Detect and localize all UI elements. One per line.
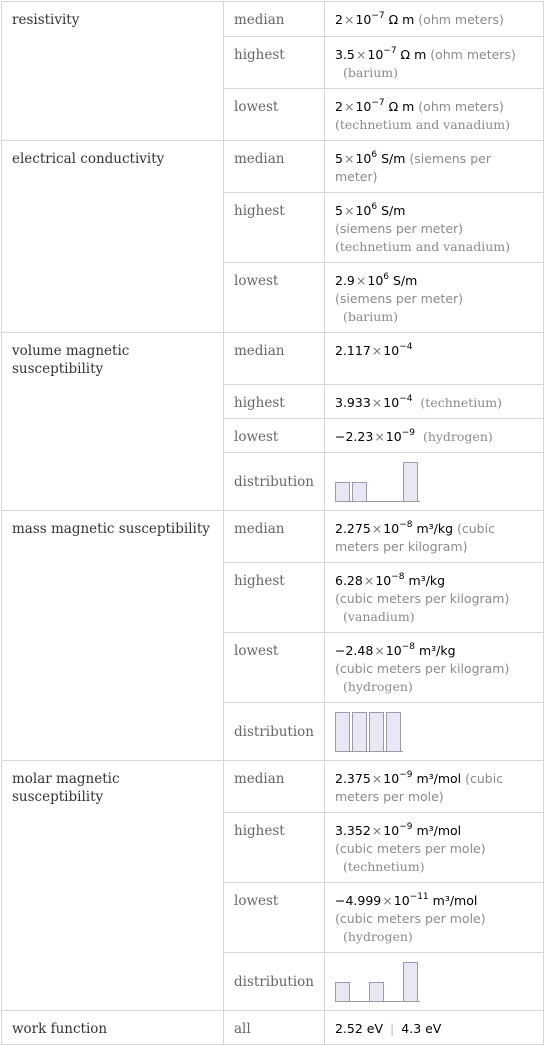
distribution-histogram	[335, 462, 533, 502]
property-molar-magnetic-susceptibility: molar magnetic susceptibility	[2, 761, 224, 1011]
value-cell: $2.9\times 10^6$ S/m (siemens per meter) (barium)	[325, 263, 544, 333]
histogram-bar	[403, 962, 418, 1002]
work-function-value-1: 2.52 eV	[335, 1021, 384, 1036]
distribution-cell	[325, 453, 544, 511]
value-cell: $2.375\times 10^{-9}$ m³/mol (cubic meters per mole)	[325, 761, 544, 813]
separator: |	[390, 1021, 395, 1036]
histogram-bar	[335, 982, 350, 1002]
value-cell: $3.933\times 10^{-4}$ (technetium)	[325, 385, 544, 419]
sub-label: lowest	[224, 89, 325, 141]
sub-label: distribution	[224, 703, 325, 761]
sub-label: median	[224, 511, 325, 563]
sub-label: highest	[224, 193, 325, 263]
value-cell: $2\times 10^{-7}$ Ω m (ohm meters)	[325, 2, 544, 37]
sub-label: highest	[224, 385, 325, 419]
property-volume-magnetic-susceptibility: volume magnetic susceptibility	[2, 333, 224, 511]
sub-label: median	[224, 333, 325, 385]
element-properties-table	[1, 1, 544, 1045]
sub-label: median	[224, 761, 325, 813]
sub-label: median	[224, 2, 325, 37]
value-cell	[325, 1011, 544, 1045]
value-cell: $5\times 10^6$ S/m (siemens per meter)	[325, 141, 544, 193]
sub-label: all	[224, 1011, 325, 1045]
distribution-histogram	[335, 962, 533, 1002]
histogram-bar	[369, 712, 384, 752]
property-mass-magnetic-susceptibility: mass magnetic susceptibility	[2, 511, 224, 761]
distribution-cell	[325, 703, 544, 761]
value-cell: $2.117\times 10^{-4}$	[325, 333, 544, 385]
histogram-bar	[335, 712, 350, 752]
sub-label: lowest	[224, 419, 325, 453]
value-cell: $2.275\times 10^{-8}$ m³/kg (cubic meters per kilogram)	[325, 511, 544, 563]
histogram-bar	[369, 982, 384, 1002]
value-cell: $3.5\times 10^{-7}$ Ω m (ohm meters) (barium)	[325, 37, 544, 89]
sub-label: lowest	[224, 883, 325, 953]
value-cell: $2\times 10^{-7}$ Ω m (ohm meters) (technetium and vanadium)	[325, 89, 544, 141]
property-work-function: work function	[2, 1011, 224, 1045]
sub-label: highest	[224, 37, 325, 89]
sub-label: distribution	[224, 953, 325, 1011]
value-cell: $6.28\times 10^{-8}$ m³/kg (cubic meters per kilogram) (vanadium)	[325, 563, 544, 633]
property-electrical-conductivity: electrical conductivity	[2, 141, 224, 333]
sub-label: median	[224, 141, 325, 193]
histogram-bar	[335, 482, 350, 502]
value-cell: $-2.23\times 10^{-9}$ (hydrogen)	[325, 419, 544, 453]
distribution-cell	[325, 953, 544, 1011]
sub-label: highest	[224, 813, 325, 883]
value-cell: $-2.48\times 10^{-8}$ m³/kg (cubic meters per kilogram) (hydrogen)	[325, 633, 544, 703]
histogram-bar	[386, 712, 401, 752]
property-resistivity: resistivity	[2, 2, 224, 141]
work-function-value-2: 4.3 eV	[401, 1021, 442, 1036]
distribution-histogram	[335, 712, 533, 752]
sub-label: highest	[224, 563, 325, 633]
histogram-bar	[352, 482, 367, 502]
sub-label: lowest	[224, 263, 325, 333]
histogram-bar	[352, 712, 367, 752]
value-cell: $5\times 10^6$ S/m (siemens per meter) (technetium and vanadium)	[325, 193, 544, 263]
sub-label: distribution	[224, 453, 325, 511]
histogram-bar	[403, 462, 418, 502]
value-cell: $-4.999\times 10^{-11}$ m³/mol (cubic meters per mole) (hydrogen)	[325, 883, 544, 953]
value-cell: $3.352\times 10^{-9}$ m³/mol (cubic meters per mole) (technetium)	[325, 813, 544, 883]
sub-label: lowest	[224, 633, 325, 703]
